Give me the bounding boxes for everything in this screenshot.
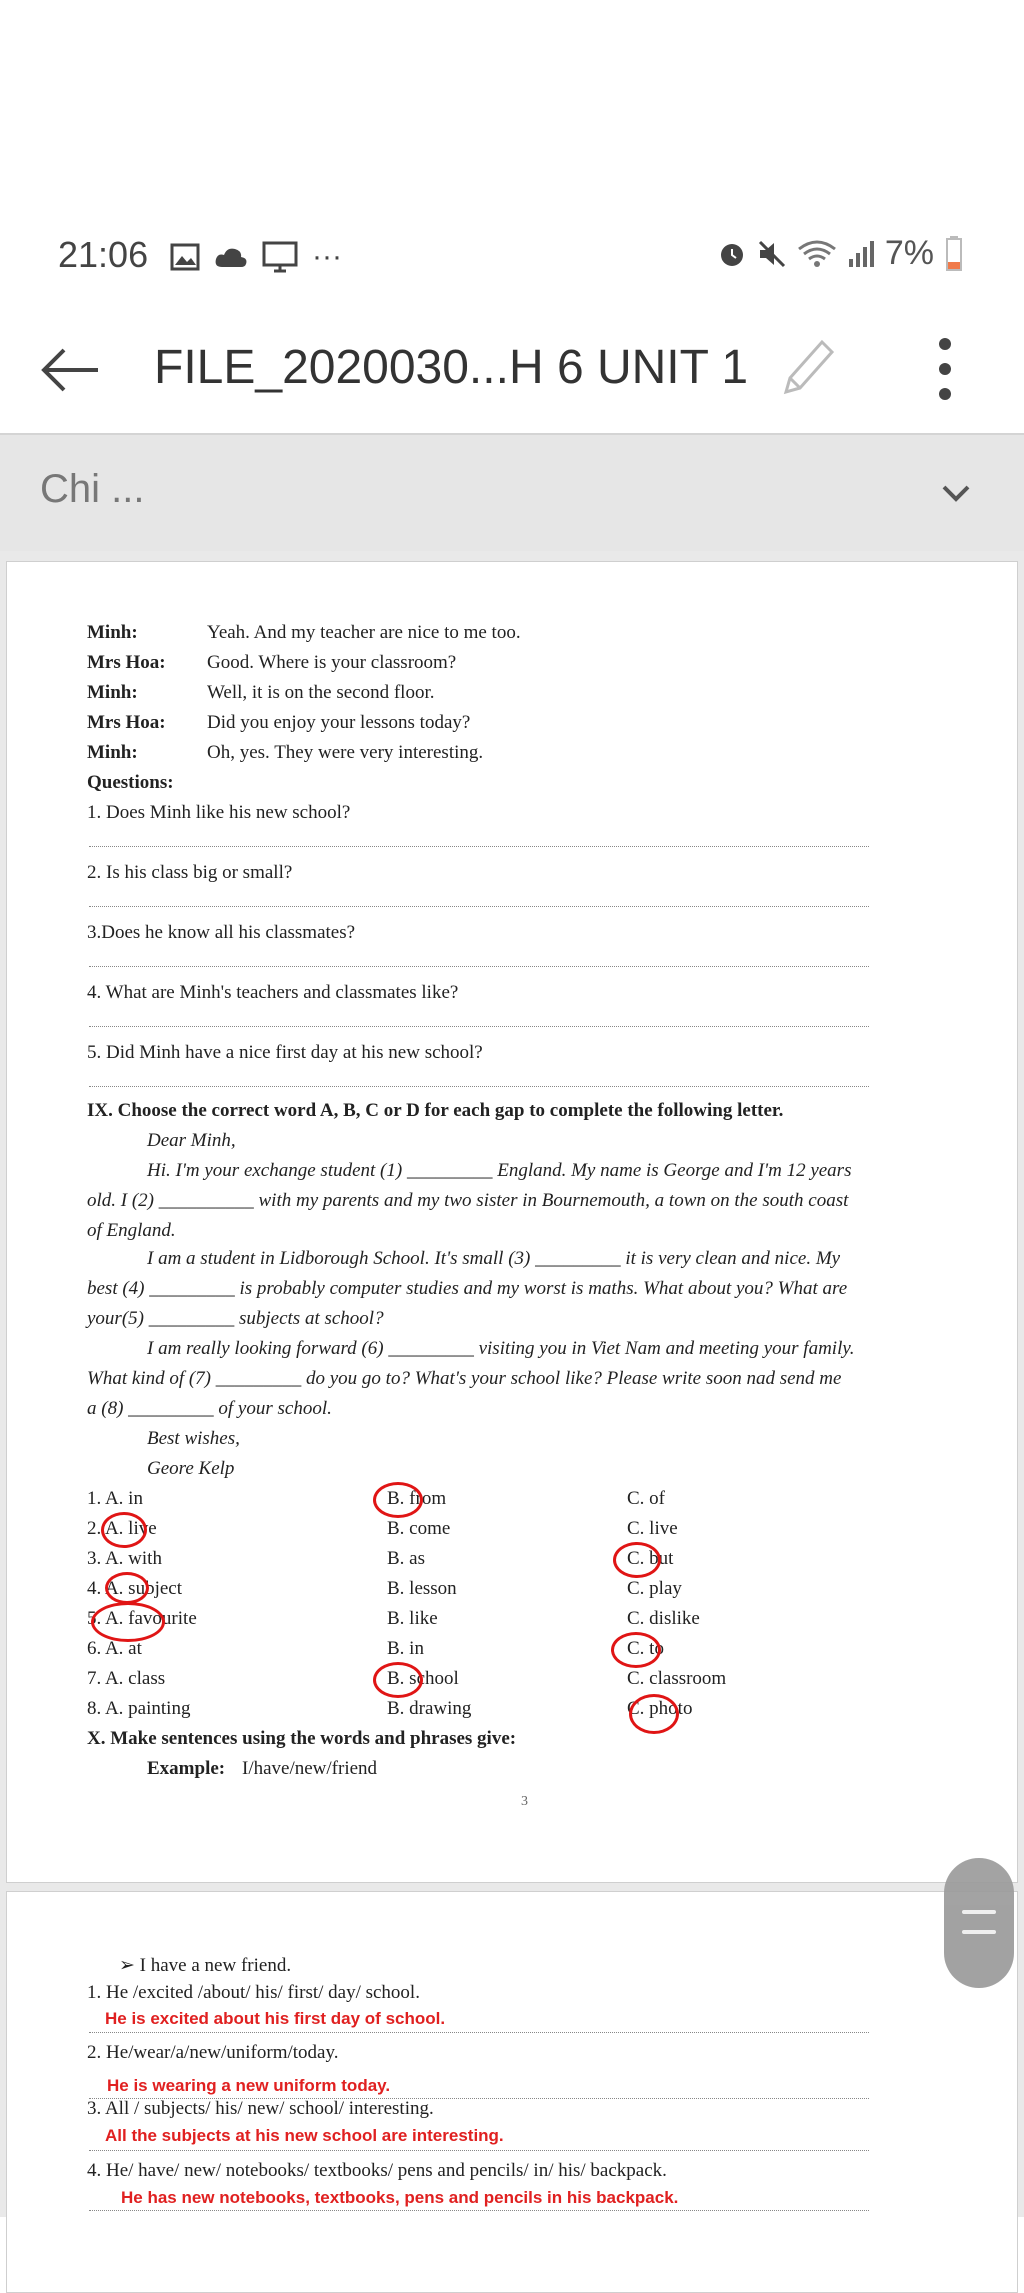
option-b: B. come [387, 1518, 451, 1539]
option-a: 6. A. at [87, 1638, 142, 1659]
status-bar [0, 230, 1024, 282]
dialog-line: Well, it is on the second floor. [207, 682, 435, 703]
more-options-icon[interactable] [930, 334, 960, 404]
status-time: 21:06 [58, 234, 149, 275]
section-dropdown-label: Chi ... [40, 467, 145, 511]
monitor-icon [262, 241, 298, 273]
option-c: C. play [627, 1578, 682, 1599]
option-b: B. like [387, 1608, 438, 1629]
option-c: C. of [627, 1488, 665, 1509]
dialog-speaker: Mrs Hoa: [87, 712, 166, 733]
section-heading: IX. Choose the correct word A, B, C or D for each gap to complete the following letter. [87, 1100, 784, 1121]
answer-line [89, 846, 869, 847]
answer-circle [105, 1572, 149, 1604]
option-a: 1. A. in [87, 1488, 143, 1509]
exercise-answer: He is wearing a new uniform today. [107, 2076, 391, 2095]
answer-circle [611, 1632, 661, 1668]
option-b: B. lesson [387, 1578, 457, 1599]
exercise-answer: He is excited about his first day of school. [105, 2009, 446, 2028]
section-heading: X. Make sentences using the words and phrases give: [87, 1728, 517, 1749]
letter-line: Dear Minh, [147, 1130, 236, 1151]
app-bar [0, 320, 1024, 430]
mute-icon [757, 239, 787, 269]
page-number: 3 [521, 1794, 528, 1809]
letter-line: a (8) _________ of your school. [87, 1398, 332, 1419]
dialog-line: Did you enjoy your lessons today? [207, 712, 471, 733]
document-page [6, 1891, 1018, 2293]
option-a: 2. A. live [87, 1518, 157, 1539]
exercise-answer: All the subjects at his new school are interesting. [105, 2126, 504, 2145]
option-c: C. to [627, 1638, 664, 1659]
answer-line [89, 2150, 869, 2151]
letter-line: Best wishes, [147, 1428, 240, 1449]
letter-line: old. I (2) __________ with my parents and my two sister in Bournemouth, a town on the south coast [87, 1190, 849, 1211]
exercise-prompt: 1. He /excited /about/ his/ first/ day/ school. [87, 1982, 420, 2003]
letter-line: best (4) _________ is probably computer studies and my worst is maths. What about you? What are [87, 1278, 848, 1299]
example-label: Example: [147, 1758, 226, 1779]
example-answer: ➢ I have a new friend. [119, 1955, 292, 1976]
option-a: 3. A. with [87, 1548, 162, 1569]
alarm-icon [717, 239, 747, 269]
exercise-prompt: 2. He/wear/a/new/uniform/today. [87, 2042, 339, 2063]
letter-line: What kind of (7) _________ do you go to? What's your school like? Please write soon nad send me [87, 1368, 842, 1389]
scroll-thumb-grip [962, 1930, 996, 1934]
example-answer-text: I have a new friend. [139, 1955, 292, 1976]
option-c: C. live [627, 1518, 678, 1539]
dialog-line: Yeah. And my teacher are nice to me too. [207, 622, 521, 643]
option-a: 7. A. class [87, 1668, 166, 1689]
letter-line: I am a student in Lidborough School. It's small (3) _________ it is very clean and nice. My [147, 1248, 841, 1269]
document-title: FILE_2020030...H 6 UNIT 1 [154, 341, 749, 394]
battery-icon [944, 236, 964, 272]
option-c: C. photo [627, 1698, 693, 1719]
document-viewer[interactable] [0, 551, 1024, 2217]
dialog-speaker: Minh: [87, 682, 138, 703]
exercise-answer: He has new notebooks, textbooks, pens and pencils in his backpack. [121, 2188, 679, 2207]
document-page [6, 561, 1018, 1883]
chevron-down-icon[interactable] [938, 479, 974, 509]
answer-circle [373, 1662, 423, 1698]
letter-line: I am really looking forward (6) _________ visiting you in Viet Nam and meeting your family. [147, 1338, 855, 1359]
option-b: B. in [387, 1638, 424, 1659]
answer-line [89, 2210, 869, 2211]
answer-circle [629, 1694, 679, 1734]
edit-pencil-icon[interactable] [778, 334, 836, 400]
questions-heading: Questions: [87, 772, 174, 793]
section-dropdown[interactable] [0, 433, 1024, 553]
wifi-icon [797, 239, 837, 269]
option-b: B. school [387, 1668, 459, 1689]
option-a: 8. A. painting [87, 1698, 191, 1719]
answer-circle [373, 1482, 423, 1518]
question: 3.Does he know all his classmates? [87, 922, 356, 943]
question: 1. Does Minh like his new school? [87, 802, 351, 823]
dialog-speaker: Minh: [87, 622, 138, 643]
answer-line [89, 2032, 869, 2033]
option-c: C. but [627, 1548, 674, 1569]
option-a: 5. A. favourite [87, 1608, 197, 1629]
cloud-icon [214, 245, 248, 269]
letter-line: of England. [87, 1220, 176, 1241]
question: 5. Did Minh have a nice first day at his new school? [87, 1042, 483, 1063]
dialog-speaker: Mrs Hoa: [87, 652, 166, 673]
exercise-prompt: 4. He/ have/ new/ notebooks/ textbooks/ pens and pencils/ in/ his/ backpack. [87, 2160, 667, 2181]
battery-percent: 7% [884, 234, 934, 272]
exercise-prompt: 3. All / subjects/ his/ new/ school/ interesting. [87, 2098, 434, 2119]
letter-line: Hi. I'm your exchange student (1) _________ England. My name is George and I'm 12 years [147, 1160, 852, 1181]
answer-circle [101, 1512, 147, 1548]
option-c: C. dislike [627, 1608, 700, 1629]
gallery-icon [170, 243, 200, 271]
back-arrow-icon[interactable] [38, 338, 102, 402]
option-b: B. from [387, 1488, 447, 1509]
signal-icon [847, 239, 875, 269]
answer-line [89, 1026, 869, 1027]
answer-circle [613, 1542, 661, 1578]
scroll-thumb-grip [962, 1910, 996, 1914]
answer-line [89, 906, 869, 907]
answer-circle [91, 1602, 165, 1642]
answer-line [89, 966, 869, 967]
option-a: 4. A. subject [87, 1578, 182, 1599]
option-b: B. as [387, 1548, 425, 1569]
dialog-speaker: Minh: [87, 742, 138, 763]
letter-line: your(5) _________ subjects at school? [87, 1308, 384, 1329]
question: 2. Is his class big or small? [87, 862, 293, 883]
dialog-line: Oh, yes. They were very interesting. [207, 742, 484, 763]
dialog-line: Good. Where is your classroom? [207, 652, 457, 673]
question: 4. What are Minh's teachers and classmates like? [87, 982, 459, 1003]
option-b: B. drawing [387, 1698, 472, 1719]
answer-line [89, 1086, 869, 1087]
example-text: I/have/new/friend [242, 1758, 378, 1779]
more-notifications-icon: ··· [312, 240, 342, 273]
option-c: C. classroom [627, 1668, 727, 1689]
scroll-thumb[interactable] [944, 1858, 1014, 1988]
letter-line: Geore Kelp [147, 1458, 235, 1479]
